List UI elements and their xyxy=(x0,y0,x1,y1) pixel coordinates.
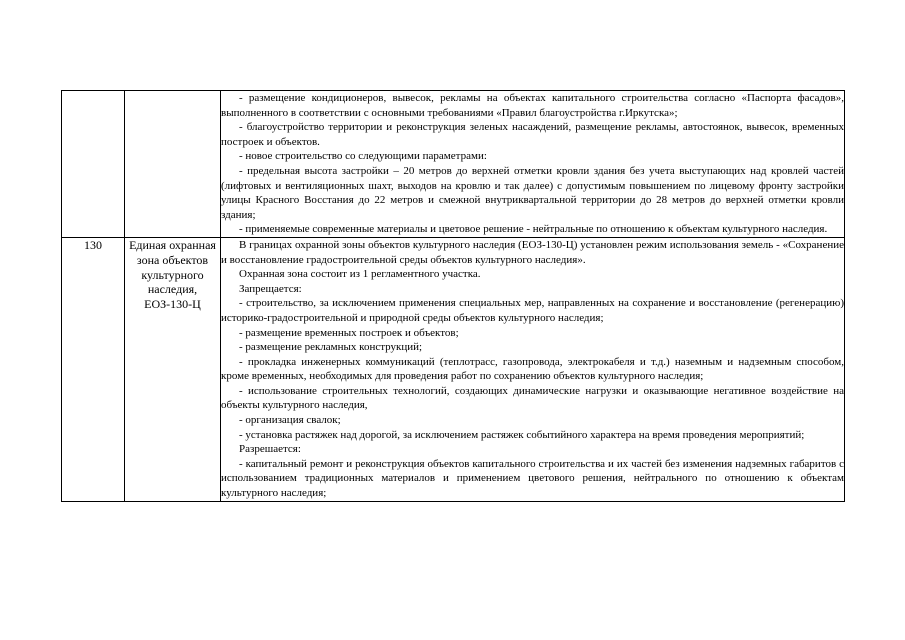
regulation-paragraph: - размещение временных построек и объектов; xyxy=(239,326,459,339)
zone-name-cell xyxy=(125,91,221,238)
regulation-text-cell xyxy=(221,237,845,501)
regulation-paragraph: Разрешается: xyxy=(239,443,301,456)
regulation-paragraph: Запрещается: xyxy=(239,282,302,295)
regulation-paragraph: - использование строительных технологий, создающих динамические нагрузки и оказывающие негативное воздействие на объекты культурного наследия, xyxy=(221,384,844,412)
regulation-paragraph: - прокладка инженерных коммуникаций (теплотрасс, газопровода, электрокабеля и т.д.) наземным и надземным способом, кроме временных, необходимых для проведения работ по сохранению объектов культурного наследия; xyxy=(221,355,844,383)
regulation-paragraph: В границах охранной зоны объектов культурного наследия (ЕОЗ-130-Ц) установлен режим использования земель - «Сохранение и восстановление градостроительной среды объектов культурного наследия». xyxy=(221,238,844,266)
zone-name-cell: Единая охранная зона объектов культурного наследия, ЕОЗ-130-Ц xyxy=(125,237,221,501)
regulation-paragraph: - строительство, за исключением применения специальных мер, направленных на сохранение и восстановление (регенерацию) историко-градостроительной и природной среды объектов культурного наследия; xyxy=(221,297,844,324)
regulation-paragraph: - применяемые современные материалы и цветовое решение - нейтральные по отношению к объектам культурного наследия. xyxy=(239,223,828,236)
regulation-paragraph: - организация свалок; xyxy=(239,414,341,427)
regulation-paragraph: - капитальный ремонт и реконструкция объектов капитального строительства и их частей без изменения надземных габаритов с использованием традиционных материалов и применением цветового решения, нейтрального по отношению к объектам культурного наследия; xyxy=(221,457,844,500)
regulation-paragraph: - новое строительство со следующими параметрами: xyxy=(239,150,487,163)
regulation-paragraph: - предельная высота застройки – 20 метров до верхней отметки кровли здания без учета выступающих над кровлей частей (лифтовых и вентиляционных шахт, выходов на кровлю и так далее) с допустимым повышением по лицевому фронту застройки улицы Красного Восстания до 22 метров и смежной внутриквартальной территории до 28 метров до верхней отметки кровли здания; xyxy=(221,164,844,221)
regulation-paragraph: - размещение рекламных конструкций; xyxy=(239,341,423,354)
table-row xyxy=(62,237,845,501)
table-row xyxy=(62,91,845,238)
regulation-paragraph: Охранная зона состоит из 1 регламентного участка. xyxy=(239,268,481,281)
regulation-table xyxy=(61,90,845,502)
regulation-text-cell xyxy=(221,91,845,238)
zone-number-cell xyxy=(62,91,125,238)
regulation-paragraph: - размещение кондиционеров, вывесок, рекламы на объектах капитального строительства согласно «Паспорта фасадов», выполненного в соответствии с основными требованиями «Правил благоустройства г.Иркутска»; xyxy=(221,92,844,119)
regulation-paragraph: - установка растяжек над дорогой, за исключением растяжек событийного характера на время проведения мероприятий; xyxy=(239,428,805,441)
regulation-paragraph: - благоустройство территории и реконструкция зеленых насаждений, размещение рекламы, автостоянок, вывесок, временных построек и объектов. xyxy=(221,121,844,148)
zone-number-cell: 130 xyxy=(62,237,125,501)
